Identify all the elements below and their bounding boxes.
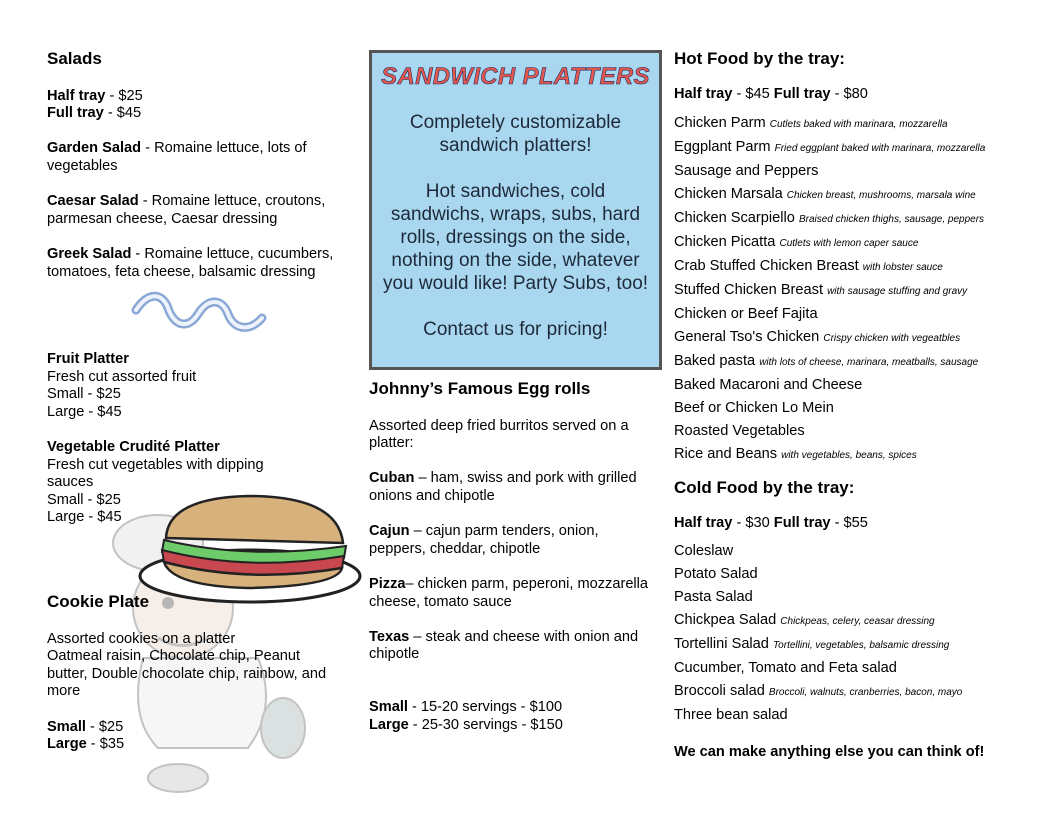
hot-item-name: Eggplant Parm <box>674 138 771 155</box>
hot-food-prices: Half tray - $45 Full tray - $80 <box>674 86 868 102</box>
veg-platter-title: Vegetable Crudité Platter <box>47 439 220 456</box>
cold-item-name: Coleslaw <box>674 543 734 560</box>
egg-rolls-intro: Assorted deep fried burritos served on a platter: <box>369 417 629 452</box>
cold-item-name: Potato Salad <box>674 566 758 583</box>
egg-roll-item: Texas – steak and cheese with onion and chipotle <box>369 628 639 663</box>
cold-item <box>674 563 1034 586</box>
hot-item-name: Sausage and Peppers <box>674 162 819 179</box>
hot-item-name: Chicken Parm <box>674 114 766 131</box>
egg-rolls-title: Johnny’s Famous Egg rolls <box>369 379 591 398</box>
cold-food-prices: Half tray - $30 Full tray - $55 <box>674 514 868 531</box>
hot-item <box>674 136 1034 160</box>
cold-item-name: Pasta Salad <box>674 589 753 606</box>
hot-food-list <box>674 112 1034 467</box>
cold-item-note: Tortellini, vegetables, balsamic dressing <box>772 640 950 652</box>
hot-item <box>674 231 1034 255</box>
hot-item <box>674 255 1034 279</box>
hot-item-name: Stuffed Chicken Breast <box>674 281 823 298</box>
cold-food-list <box>674 540 1034 727</box>
hot-item-note: with sausage stuffing and gravy <box>827 285 968 297</box>
hot-item-note: Chicken breast, mushrooms, marsala wine <box>786 189 976 201</box>
cookie-plate-small: Small - $25 <box>47 718 124 735</box>
hot-item <box>674 443 1034 467</box>
veg-platter-small: Small - $25 <box>47 491 121 508</box>
middle-column <box>369 378 659 734</box>
hot-item-note: with lots of cheese, marinara, meatballs, sausage <box>759 356 979 368</box>
salads-title: Salads <box>47 49 102 68</box>
sandwich-platters-title: SANDWICH PLATTERS <box>381 63 650 90</box>
hot-item-note: with lobster sauce <box>862 261 943 273</box>
hot-item-name: Baked pasta <box>674 352 756 369</box>
hot-item <box>674 303 1034 326</box>
cookie-plate-large: Large - $35 <box>47 736 125 753</box>
cookie-plate-line1: Assorted cookies on a platter <box>47 630 236 647</box>
right-column <box>674 48 1034 762</box>
hot-item-name: General Tso's Chicken <box>674 328 820 345</box>
cookie-plate-line2: Oatmeal raisin, Chocolate chip, Peanut butter, Double chocolate chip, rainbow, and more <box>47 648 327 700</box>
fruit-platter-desc: Fresh cut assorted fruit <box>47 368 197 385</box>
hot-item <box>674 326 1034 350</box>
cold-food-title: Cold Food by the tray: <box>674 477 855 497</box>
hot-item-name: Chicken Picatta <box>674 233 776 250</box>
egg-roll-item: Pizza– chicken parm, peperoni, mozzarella cheese, tomato sauce <box>369 575 649 610</box>
veg-platter-large: Large - $45 <box>47 509 122 526</box>
salads-full-tray: Full tray - $45 <box>47 105 142 122</box>
cold-item-name: Cucumber, Tomato and Feta salad <box>674 660 897 677</box>
hot-item <box>674 207 1034 231</box>
sandwich-platters-box <box>369 50 662 370</box>
hot-food-title: Hot Food by the tray: <box>674 49 845 68</box>
fruit-platter-small: Small - $25 <box>47 386 121 403</box>
fruit-platter-large: Large - $45 <box>47 403 122 420</box>
egg-rolls-large: Large - 25-30 servings - $150 <box>369 716 563 733</box>
cold-item-name: Broccoli salad <box>674 683 765 700</box>
hot-item <box>674 160 1034 183</box>
cold-item <box>674 680 1034 704</box>
sandwich-platters-para1: Completely customizable sandwich platters! <box>409 112 622 156</box>
cookie-plate-title: Cookie Plate <box>47 592 150 612</box>
hot-item-name: Chicken or Beef Fajita <box>674 305 818 322</box>
cold-item <box>674 704 1034 727</box>
hot-item <box>674 183 1034 207</box>
salad-item: Garden Salad - Romaine lettuce, lots of vegetables <box>47 140 307 174</box>
cold-item <box>674 586 1034 609</box>
hot-item <box>674 374 1034 397</box>
egg-roll-item: Cajun – cajun parm tenders, onion, peppers, cheddar, chipotle <box>369 523 599 557</box>
hot-item-note: with vegetables, beans, spices <box>781 449 917 461</box>
cold-food-footer: We can make anything else you can think of! <box>674 744 985 761</box>
cold-item <box>674 540 1034 563</box>
hot-item-note: Braised chicken thighs, sausage, peppers <box>798 213 985 225</box>
hot-item <box>674 420 1034 443</box>
cold-item-name: Tortellini Salad <box>674 636 769 653</box>
salads-half-tray: Half tray - $25 <box>47 87 143 104</box>
fruit-platter-title: Fruit Platter <box>47 351 129 368</box>
cold-item-name: Three bean salad <box>674 707 788 724</box>
hot-item-name: Baked Macaroni and Cheese <box>674 376 863 393</box>
hot-item-name: Roasted Vegetables <box>674 422 805 439</box>
salad-item: Greek Salad - Romaine lettuce, cucumbers, tomatoes, feta cheese, balsamic dressing <box>47 245 334 280</box>
hot-item <box>674 279 1034 303</box>
sandwich-platters-para2: Hot sandwiches, cold sandwichs, wraps, subs, hard rolls, dressings on the side, nothing on the side, whatever you would like! Party Subs, too! <box>382 181 649 294</box>
hot-item-name: Crab Stuffed Chicken Breast <box>674 257 859 274</box>
hot-item-name: Rice and Beans <box>674 445 778 462</box>
veg-platter-desc: Fresh cut vegetables with dipping sauces <box>47 456 264 491</box>
sandwich-platters-para3: Contact us for pricing! <box>423 319 608 340</box>
cold-item <box>674 657 1034 680</box>
cold-item-note: Broccoli, walnuts, cranberries, bacon, mayo <box>768 687 963 699</box>
cold-item-name: Chickpea Salad <box>674 612 777 629</box>
hot-item <box>674 397 1034 420</box>
egg-rolls-small: Small - 15-20 servings - $100 <box>369 698 563 715</box>
hot-item-name: Chicken Marsala <box>674 185 783 202</box>
hot-item-name: Chicken Scarpiello <box>674 209 795 226</box>
hot-item-name: Beef or Chicken Lo Mein <box>674 399 834 416</box>
hot-item-note: Cutlets with lemon caper sauce <box>779 237 919 249</box>
left-column <box>47 48 352 754</box>
hot-item <box>674 112 1034 136</box>
hot-item-note: Crispy chicken with vegeatbles <box>823 332 961 344</box>
cold-item-note: Chickpeas, celery, ceasar dressing <box>780 616 935 628</box>
cold-item <box>674 609 1034 633</box>
egg-roll-item: Cuban – ham, swiss and pork with grilled onions and chipotle <box>369 470 637 504</box>
hot-item <box>674 350 1034 374</box>
hot-item-note: Cutlets baked with marinara, mozzarella <box>769 118 948 130</box>
salad-item: Caesar Salad - Romaine lettuce, croutons, parmesan cheese, Caesar dressing <box>47 193 326 227</box>
cold-item <box>674 633 1034 657</box>
hot-item-note: Fried eggplant baked with marinara, mozzarella <box>774 142 986 154</box>
